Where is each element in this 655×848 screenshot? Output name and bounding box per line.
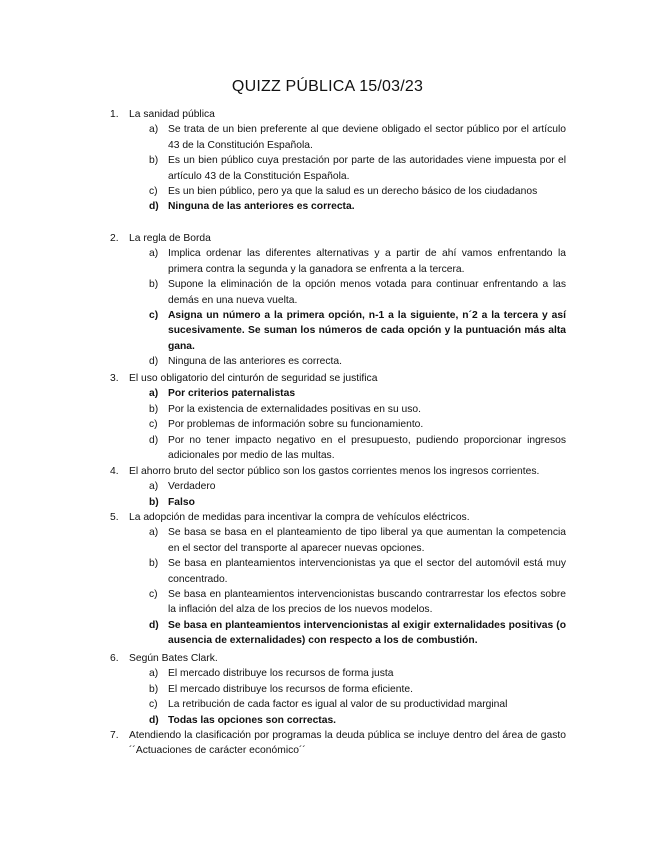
option-text: El mercado distribuye los recursos de forma eficiente.: [168, 683, 413, 695]
options-list: [110, 479, 566, 510]
question-text: El ahorro bruto del sector público son los gastos corrientes menos los ingresos corrientes.: [129, 466, 540, 477]
option-text: Todas las opciones son correctas.: [168, 714, 337, 726]
question-3: [110, 371, 566, 463]
question-text: La adopción de medidas para incentivar la compra de vehículos eléctricos.: [129, 512, 470, 523]
option-text: Implica ordenar las diferentes alternativas y a partir de ahí vamos enfrentando la primera contra la segunda y la ganadora se enfrenta a la tercera.: [168, 248, 566, 275]
option-b: [110, 402, 566, 417]
option-text: Se basa en planteamientos intervencionistas buscando contrarrestar los efectos sobre la inflación del alza de los precios de los nuevos modelos.: [168, 589, 566, 616]
option-letter: c): [149, 419, 158, 431]
option-a: [110, 479, 566, 494]
option-letter: b): [149, 279, 159, 291]
option-letter: d): [149, 434, 159, 446]
question-1: [110, 107, 566, 215]
option-text: La retribución de cada factor es igual al valor de su productividad marginal: [168, 699, 508, 711]
page-title: QUIZZ PÚBLICA 15/03/23: [231, 78, 424, 95]
option-a: [110, 122, 566, 153]
question-2: [110, 231, 566, 370]
option-text: Se trata de un bien preferente al que deviene obligado el sector público por el artículo 43 de la Constitución Española.: [168, 124, 566, 151]
option-letter: d): [149, 619, 159, 631]
option-c: [110, 697, 566, 712]
option-letter: a): [149, 668, 159, 680]
option-text: Ninguna de las anteriores es correcta.: [168, 356, 342, 368]
option-text: Se basa en planteamientos intervencionistas al exigir externalidades positivas (o ausencia de externalidades) con respecto a los de combustión.: [168, 619, 566, 647]
option-letter: b): [149, 403, 159, 415]
option-text: Se basa se basa en el planteamiento de tipo liberal ya que aumentan la competencia en el sector del transporte al aparecer nuevas opciones.: [168, 527, 566, 554]
option-letter: a): [149, 481, 159, 493]
option-letter: b): [149, 683, 159, 695]
option-letter: a): [149, 248, 159, 260]
question-text: La sanidad pública: [129, 109, 215, 120]
question-4: [110, 464, 566, 510]
option-text: Falso: [168, 496, 195, 508]
option-a-correct: [110, 386, 566, 401]
option-letter: a): [149, 388, 159, 400]
question-text: El uso obligatorio del cinturón de seguridad se justifica: [129, 373, 378, 384]
question-number: 7.: [110, 730, 119, 741]
option-letter: d): [149, 714, 159, 726]
option-text: Por criterios paternalistas: [168, 388, 296, 400]
option-letter: d): [149, 201, 159, 213]
option-text: Es un bien público, pero ya que la salud es un derecho básico de los ciudadanos: [168, 186, 538, 198]
option-letter: d): [149, 356, 159, 368]
option-c: [110, 587, 566, 618]
option-b: [110, 682, 566, 697]
option-d-correct: [110, 199, 566, 214]
option-letter: b): [149, 558, 159, 570]
option-b: [110, 556, 566, 587]
option-b: [110, 153, 566, 184]
question-7: [110, 728, 566, 759]
option-d: [110, 433, 566, 464]
option-text: El mercado distribuye los recursos de forma justa: [168, 668, 394, 680]
option-letter: c): [149, 310, 159, 322]
option-text: Ninguna de las anteriores es correcta.: [168, 201, 355, 213]
option-b: [110, 277, 566, 308]
options-list: [110, 246, 566, 369]
option-a: [110, 525, 566, 556]
option-d-correct: [110, 618, 566, 649]
options-list: [110, 386, 566, 463]
option-text: Por problemas de información sobre su funcionamiento.: [168, 419, 424, 431]
option-letter: c): [149, 589, 158, 601]
option-letter: b): [149, 496, 159, 508]
option-text: Por no tener impacto negativo en el presupuesto, pudiendo proporcionar ingresos adicionales por medio de las multas.: [168, 434, 566, 462]
question-text: Atendiendo la clasificación por programas la deuda pública se incluye dentro del área de gasto ´´Actuaciones de carácter económico´´: [129, 730, 566, 757]
question-text: La regla de Borda: [129, 233, 211, 244]
options-list: [110, 525, 566, 648]
option-letter: a): [149, 124, 159, 136]
option-a: [110, 666, 566, 681]
option-c: [110, 417, 566, 432]
question-number: 4.: [110, 466, 119, 477]
options-list: [110, 122, 566, 214]
options-list: [110, 666, 566, 728]
question-number: 1.: [110, 109, 119, 120]
option-text: Verdadero: [168, 481, 216, 493]
option-text: Se basa en planteamientos intervencionistas ya que el sector del automóvil está muy concentrado.: [168, 558, 566, 585]
option-text: Por la existencia de externalidades positivas en su uso.: [168, 403, 421, 415]
option-d-correct: [110, 713, 566, 728]
question-number: 5.: [110, 512, 119, 523]
option-text: Supone la eliminación de la opción menos votada para continuar enfrentando a las demás en una nueva vuelta.: [168, 279, 566, 306]
option-d: [110, 354, 566, 369]
option-c-correct: [110, 308, 566, 354]
option-letter: b): [149, 155, 159, 167]
option-b-correct: [110, 495, 566, 510]
option-a: [110, 246, 566, 277]
option-letter: a): [149, 527, 159, 539]
option-c: [110, 184, 566, 199]
option-text: Es un bien público cuya prestación por parte de las autoridades viene impuesta por el artículo 43 de la Constitución Española.: [168, 155, 566, 182]
option-letter: c): [149, 699, 158, 711]
question-text: Según Bates Clark.: [129, 653, 218, 664]
question-6: [110, 651, 566, 728]
question-number: 6.: [110, 653, 119, 664]
question-number: 3.: [110, 373, 119, 384]
option-letter: c): [149, 186, 158, 198]
question-number: 2.: [110, 233, 119, 244]
question-5: [110, 510, 566, 649]
option-text: Asigna un número a la primera opción, n-1 a la siguiente, n´2 a la tercera y así sucesivamente. Se suman los números de cada opción y la puntuación más alta gana.: [168, 310, 566, 352]
